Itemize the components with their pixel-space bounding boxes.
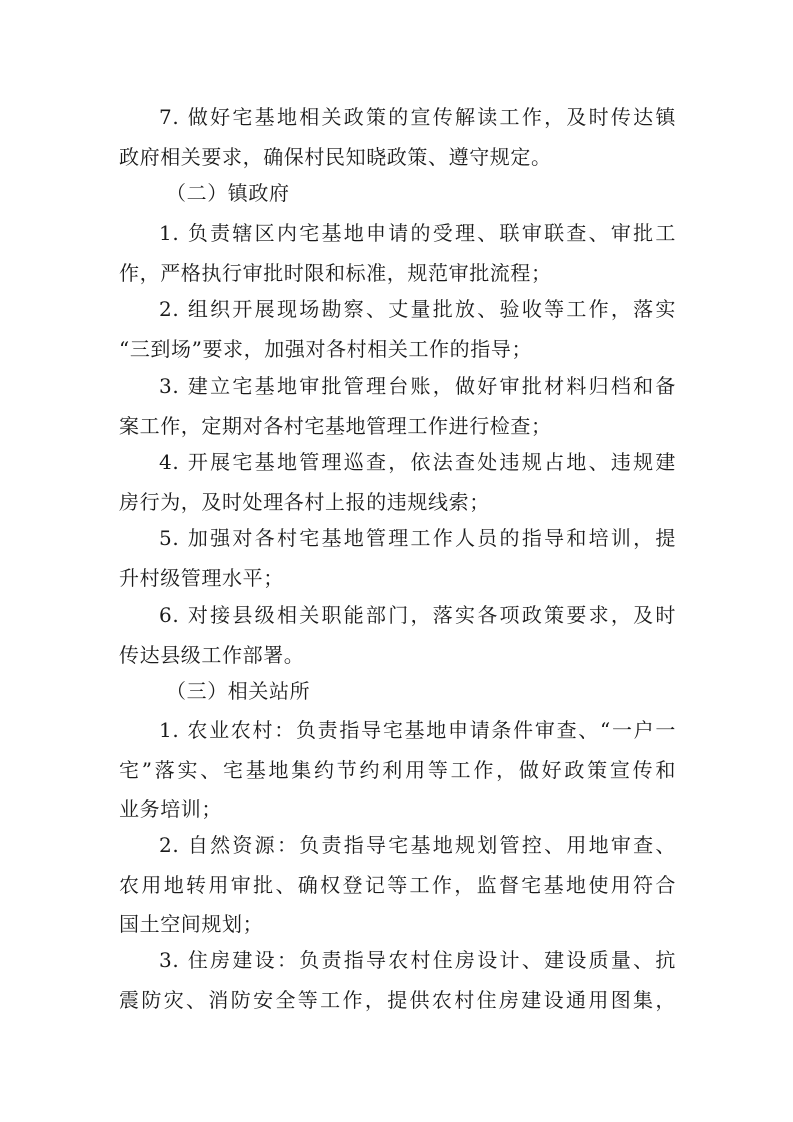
paragraph-line: 案工作，定期对各村宅基地管理工作进行检查； [119,414,552,438]
section-heading-related-stations: （三）相关站所 [166,679,311,703]
paragraph-line: 1. 负责辖区内宅基地申请的受理、联审联查、审批工 [159,221,676,245]
paragraph-line: 3. 住房建设：负责指导农村住房设计、建设质量、抗 [159,948,676,972]
paragraph-line: 传达县级工作部署。 [119,643,305,667]
paragraph-line: 作，严格执行审批时限和标准，规范审批流程； [119,261,552,285]
paragraph-line: 6. 对接县级相关职能部门，落实各项政策要求，及时 [159,603,676,627]
paragraph-line: “三到场”要求，加强对各村相关工作的指导； [119,337,533,361]
paragraph-line: 7. 做好宅基地相关政策的宣传解读工作，及时传达镇 [159,105,676,129]
paragraph-line: 业务培训； [119,797,222,821]
paragraph-line: 国土空间规划； [119,912,264,936]
paragraph-line: 1. 农业农村：负责指导宅基地申请条件审查、“一户一 [159,718,676,742]
paragraph-line: 房行为，及时处理各村上报的违规线索； [119,490,490,514]
paragraph-line: 2. 自然资源：负责指导宅基地规划管控、用地审查、 [159,833,676,857]
paragraph-line: 政府相关要求，确保村民知晓政策、遵守规定。 [119,145,552,169]
paragraph-line: 3. 建立宅基地审批管理台账，做好审批材料归档和备 [159,374,676,398]
paragraph-line: 2. 组织开展现场勘察、丈量批放、验收等工作，落实 [159,297,676,321]
paragraph-line: 4. 开展宅基地管理巡查，依法查处违规占地、违规建 [159,450,676,474]
paragraph-line: 5. 加强对各村宅基地管理工作人员的指导和培训，提 [159,526,676,550]
paragraph-line: 宅”落实、宅基地集约节约利用等工作，做好政策宣传和 [119,758,676,782]
section-heading-town-government: （二）镇政府 [166,181,290,205]
paragraph-line: 升村级管理水平； [119,566,284,590]
paragraph-line: 震防灾、消防安全等工作，提供农村住房建设通用图集， [119,988,676,1012]
paragraph-line: 农用地转用审批、确权登记等工作，监督宅基地使用符合 [119,873,676,897]
